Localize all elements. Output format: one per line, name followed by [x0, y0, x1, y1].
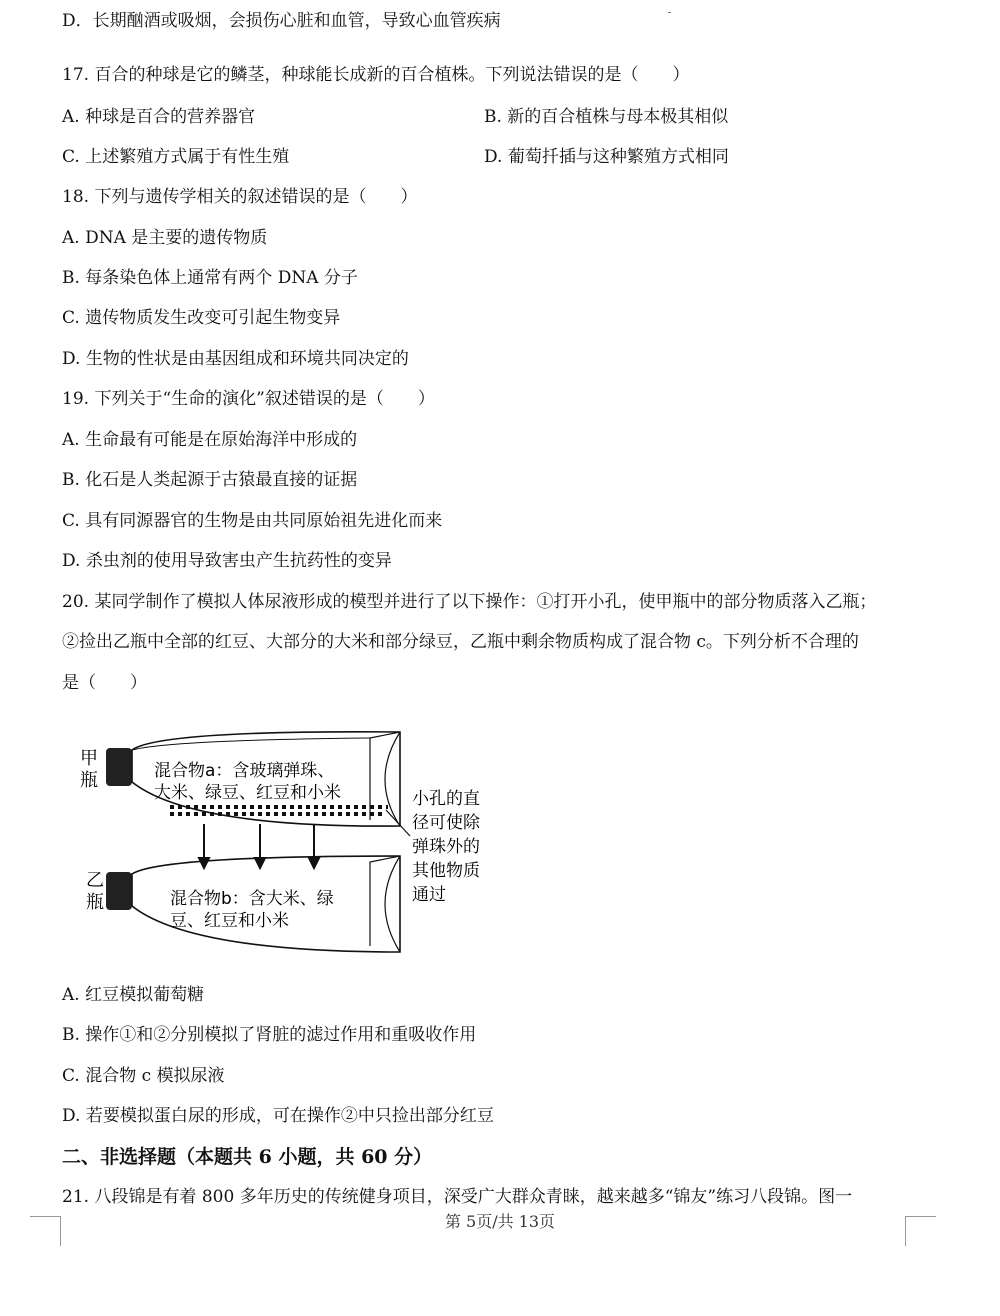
- q17-option-c: C. 上述繁殖方式属于有性生殖: [62, 147, 290, 167]
- page-number: 第 5页/共 13页: [444, 1212, 556, 1231]
- hole-note-3: 弹珠外的: [412, 837, 480, 857]
- bottle-jia-label-1: 甲: [80, 748, 98, 769]
- hole-note-1: 小孔的直: [412, 789, 480, 809]
- q19-stem: 19. 下列关于“生命的演化”叙述错误的是（ ）: [62, 389, 435, 409]
- q20-stem-line3: 是（ ）: [62, 673, 147, 693]
- hole-note-5: 通过: [412, 885, 446, 905]
- q20-option-a: A. 红豆模拟葡萄糖: [62, 985, 205, 1005]
- mixture-b-line2: 豆、红豆和小米: [170, 911, 289, 931]
- section-heading: 二、非选择题（本题共 6 小题，共 60 分）: [62, 1146, 433, 1168]
- bottle-yi-label-2: 瓶: [86, 892, 104, 913]
- q20-stem-line1: 20. 某同学制作了模拟人体尿液形成的模型并进行了以下操作：①打开小孔，使甲瓶中的部分物质落入乙瓶；: [62, 592, 877, 612]
- q20-stem-line2: ②捡出乙瓶中全部的红豆、大部分的大米和部分绿豆，乙瓶中剩余物质构成了混合物 c。下列分析不合理的: [62, 632, 859, 652]
- mixture-a-line2: 大米、绿豆、红豆和小米: [154, 783, 341, 803]
- mixture-a-line1: 混合物a：含玻璃弹珠、: [154, 761, 335, 781]
- q19-option-a: A. 生命最有可能是在原始海洋中形成的: [62, 430, 358, 450]
- q18-option-c: C. 遗传物质发生改变可引起生物变异: [62, 308, 341, 328]
- q19-option-b: B. 化石是人类起源于古猿最直接的证据: [62, 470, 358, 490]
- bottle-jia-label-2: 瓶: [80, 770, 98, 791]
- hole-note-4: 其他物质: [412, 861, 480, 881]
- q17-option-d: D. 葡萄扦插与这种繁殖方式相同: [484, 147, 729, 167]
- drop-arrows: [199, 824, 319, 868]
- q18-stem: 18. 下列与遗传学相关的叙述错误的是（ ）: [62, 187, 418, 207]
- q17-option-a: A. 种球是百合的营养器官: [62, 107, 256, 127]
- q20-option-c: C. 混合物 c 模拟尿液: [62, 1066, 225, 1086]
- mixture-b-line1: 混合物b：含大米、绿: [170, 889, 334, 909]
- q21-stem: 21. 八段锦是有着 800 多年历史的传统健身项目，深受广大群众青睐，越来越多“锦友”练习八段锦。图一: [62, 1187, 853, 1207]
- q19-option-d: D. 杀虫剂的使用导致害虫产生抗药性的变异: [62, 551, 392, 571]
- q18-option-b: B. 每条染色体上通常有两个 DNA 分子: [62, 268, 358, 288]
- q20-option-d: D. 若要模拟蛋白尿的形成，可在操作②中只捡出部分红豆: [62, 1106, 494, 1126]
- hole-note-2: 径可使除: [412, 813, 480, 833]
- page-mark: [668, 12, 671, 13]
- q20-option-b: B. 操作①和②分别模拟了肾脏的滤过作用和重吸收作用: [62, 1025, 477, 1045]
- q17-stem: 17. 百合的种球是它的鳞茎，种球能长成新的百合植株。下列说法错误的是（ ）: [62, 65, 690, 85]
- bottle-yi-cap: [106, 872, 132, 910]
- bottle-jia-cap: [106, 748, 132, 786]
- q18-option-d: D. 生物的性状是由基因组成和环境共同决定的: [62, 349, 409, 369]
- urine-model-diagram: [70, 720, 500, 960]
- q17-option-b: B. 新的百合植株与母本极其相似: [484, 107, 729, 127]
- hole-pointer: [386, 810, 410, 836]
- q19-option-c: C. 具有同源器官的生物是由共同原始祖先进化而来: [62, 511, 443, 531]
- q18-option-a: A. DNA 是主要的遗传物质: [62, 228, 268, 248]
- bottle-yi-label-1: 乙: [86, 870, 104, 891]
- q16-option-d: D．长期酗酒或吸烟，会损伤心脏和血管，导致心血管疾病: [62, 11, 501, 31]
